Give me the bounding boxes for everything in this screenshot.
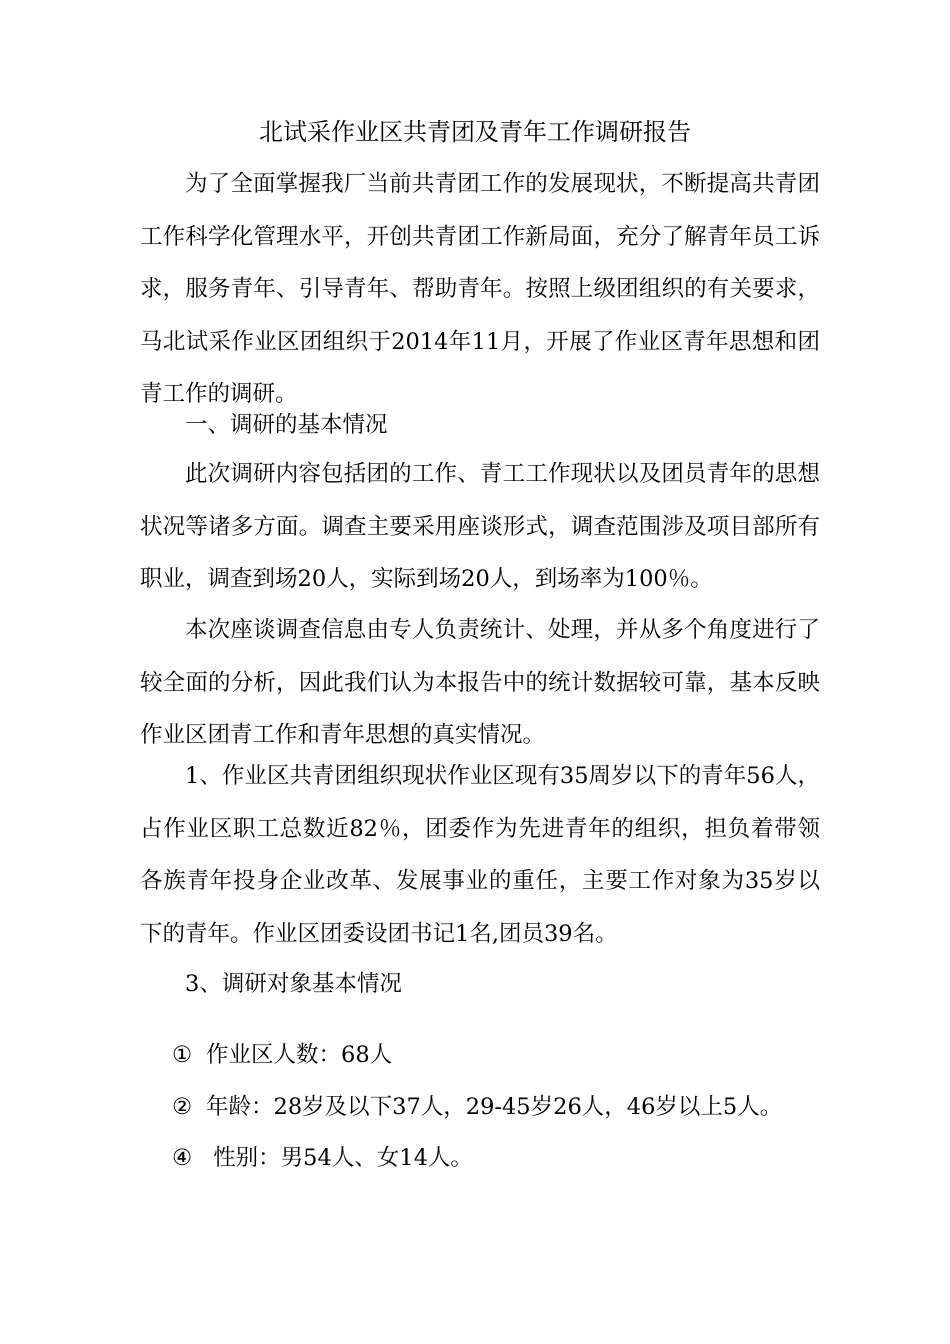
document-title: 北试采作业区共青团及青年工作调研报告 bbox=[259, 118, 691, 146]
list-item bbox=[172, 1142, 473, 1174]
list-item-text: 性别：男54人、女14人。 bbox=[206, 1145, 473, 1171]
list-item-text: 年龄：28岁及以下37人，29-45岁26人，46岁以上5人。 bbox=[206, 1094, 783, 1120]
list-marker: ② bbox=[172, 1094, 193, 1120]
intro-paragraph: 为了全面掌握我厂当前共青团工作的发展现状，不断提高共青团工作科学化管理水平，开创共青团工作新局面，充分了解青年员工诉求，服务青年、引导青年、帮助青年。按照上级团组织的有关要求，马北试采作业区团组织于2014年11月，开展了作业区青年思想和团青工作的调研。 bbox=[140, 171, 820, 407]
list-item-text: 作业区人数：68人 bbox=[206, 1042, 393, 1068]
list-marker: ④ bbox=[172, 1145, 193, 1171]
list-item bbox=[172, 1091, 782, 1123]
data-analysis-paragraph: 本次座谈调查信息由专人负责统计、处理，并从多个角度进行了较全面的分析，因此我们认为本报告中的统计数据较可靠，基本反映作业区团青工作和青年思想的真实情况。 bbox=[140, 617, 820, 748]
survey-content-paragraph: 此次调研内容包括团的工作、青工工作现状以及团员青年的思想状况等诸多方面。调查主要采用座谈形式，调查范围涉及项目部所有职业，调查到场20人，实际到场20人，到场率为100％。 bbox=[140, 461, 820, 592]
section-heading-survey-subjects: 3、调研对象基本情况 bbox=[185, 971, 402, 997]
league-organization-paragraph: 1、作业区共青团组织现状作业区现有35周岁以下的青年56人，占作业区职工总数近82％，团委作为先进青年的组织，担负着带领各族青年投身企业改革、发展事业的重任，主要工作对象为35岁以下的青年。作业区团委设团书记1名,团员39名。 bbox=[140, 763, 820, 947]
list-item bbox=[172, 1039, 392, 1071]
section-heading-basic-situation: 一、调研的基本情况 bbox=[185, 412, 388, 438]
list-marker: ① bbox=[172, 1042, 193, 1068]
